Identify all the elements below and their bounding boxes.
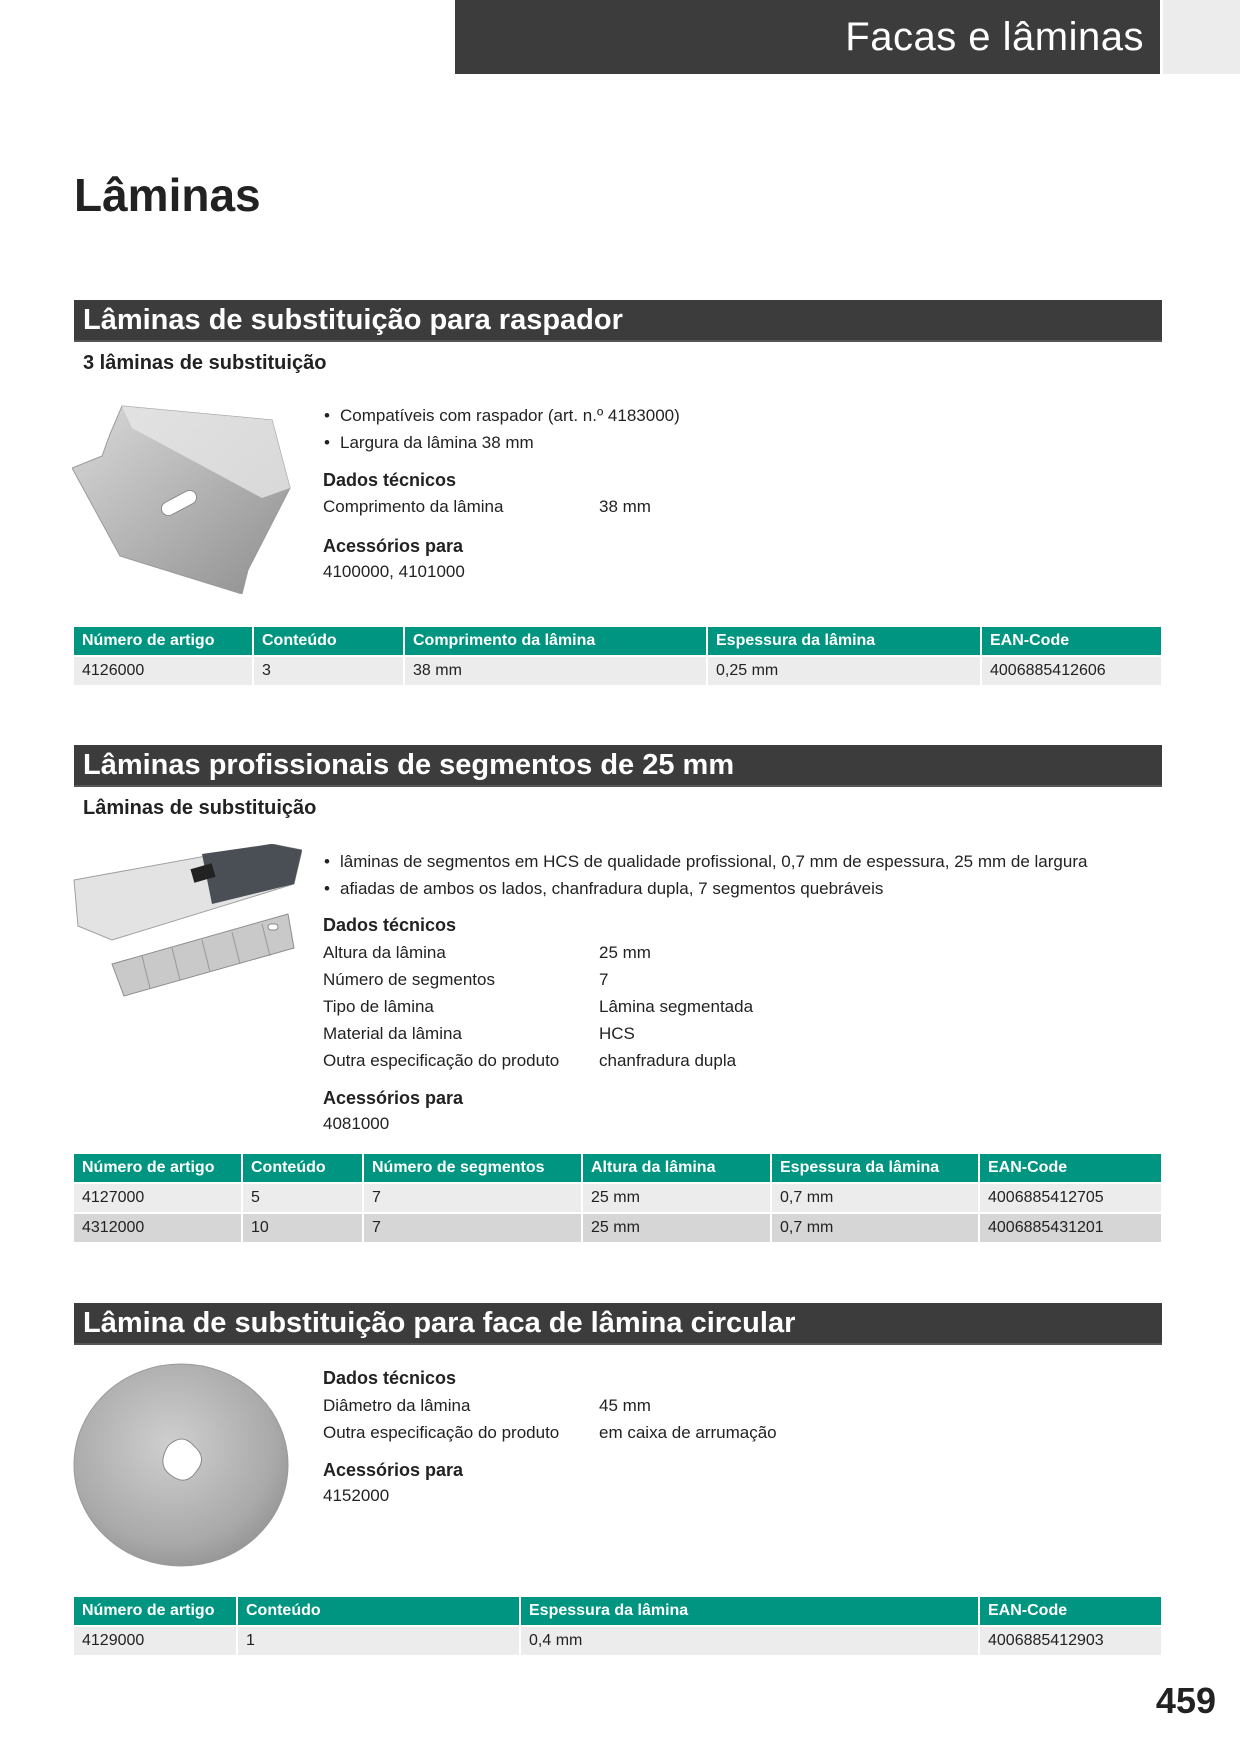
column-header: Espessura da lâmina [771,1154,979,1183]
column-header: Número de artigo [74,627,253,656]
spec-key: Material da lâmina [323,1024,462,1043]
feature-list [323,848,1087,902]
feature-item: • lâminas de segmentos em HCS de qualidade profissional, 0,7 mm de espessura, 25 mm de largura [323,848,1087,875]
spec-row [323,493,651,520]
spec-value: 25 mm [599,943,651,962]
table-row [74,656,1161,685]
column-header: Número de artigo [74,1154,242,1183]
table-cell: 38 mm [404,656,707,685]
spec-row [323,1020,635,1047]
column-header: Altura da lâmina [582,1154,771,1183]
table-cell: 4127000 [74,1183,242,1213]
tech-data-label: Dados técnicos [323,1368,457,1388]
circular-blade-image [72,1362,290,1568]
table-cell: 4006885412903 [979,1626,1161,1655]
table-cell: 5 [242,1183,363,1213]
column-header: EAN-Code [979,1597,1161,1626]
table-cell: 4006885412606 [981,656,1161,685]
table-cell: 0,7 mm [771,1213,979,1242]
section-title-circular-blade: Lâmina de substituição para faca de lâmina circular [74,1303,1162,1345]
accessories-value: 4152000 [323,1486,390,1505]
accessories-label: Acessórios para [323,536,464,556]
table-cell: 0,7 mm [771,1183,979,1213]
column-header: Comprimento da lâmina [404,627,707,656]
spec-value: em caixa de arrumação [599,1423,777,1442]
table-cell: 4312000 [74,1213,242,1242]
chapter-title: Facas e lâminas [845,14,1144,59]
product-table [74,1597,1161,1655]
product-table [74,627,1161,685]
accessories-value: 4081000 [323,1114,390,1133]
table-row [74,1626,1161,1655]
table-cell: 0,4 mm [520,1626,979,1655]
spec-value: 45 mm [599,1396,651,1415]
section-subtitle: Lâminas de substituição [83,797,317,819]
column-header: Espessura da lâmina [520,1597,979,1626]
spec-row [323,966,609,993]
spec-value: Lâmina segmentada [599,997,754,1016]
spec-key: Diâmetro da lâmina [323,1396,471,1415]
feature-item: • afiadas de ambos os lados, chanfradura dupla, 7 segmentos quebráveis [323,875,1087,902]
column-header: Número de artigo [74,1597,237,1626]
table-row [74,1213,1161,1242]
table-cell: 4129000 [74,1626,237,1655]
table-cell: 4006885431201 [979,1213,1161,1242]
column-header: EAN-Code [979,1154,1161,1183]
table-cell: 25 mm [582,1213,771,1242]
section-subtitle: 3 lâminas de substituição [83,352,327,374]
page-title: Lâminas [74,169,261,221]
spec-row [323,1419,777,1446]
tech-data-label: Dados técnicos [323,915,457,935]
table-cell: 3 [253,656,404,685]
spec-key: Altura da lâmina [323,943,446,962]
feature-list [323,402,680,456]
section-title-snap-off-blades: Lâminas profissionais de segmentos de 25 mm [74,745,1162,787]
spec-key: Comprimento da lâmina [323,497,504,516]
table-cell: 4006885412705 [979,1183,1161,1213]
accessories-label: Acessórios para [323,1088,464,1108]
column-header: Conteúdo [242,1154,363,1183]
table-cell: 4126000 [74,656,253,685]
table-cell: 1 [237,1626,520,1655]
column-header: Conteúdo [237,1597,520,1626]
spec-key: Tipo de lâmina [323,997,434,1016]
table-cell: 10 [242,1213,363,1242]
product-table [74,1154,1161,1242]
accessories-label: Acessórios para [323,1460,464,1480]
snap-off-blades-image [72,844,302,1002]
spec-row [323,939,651,966]
chapter-tab [1163,0,1240,74]
spec-value: 7 [599,970,609,989]
spec-value: chanfradura dupla [599,1051,737,1070]
spec-key: Outra especificação do produto [323,1423,560,1442]
spec-value: HCS [599,1024,635,1043]
feature-item: • Compatíveis com raspador (art. n.º 4183000) [323,402,680,429]
spec-key: Número de segmentos [323,970,495,989]
spec-key: Outra especificação do produto [323,1051,560,1070]
column-header: EAN-Code [981,627,1161,656]
tech-data-label: Dados técnicos [323,470,457,490]
table-row [74,1183,1161,1213]
table-cell: 7 [363,1183,582,1213]
column-header: Conteúdo [253,627,404,656]
column-header: Espessura da lâmina [707,627,981,656]
accessories-value: 4100000, 4101000 [323,562,465,581]
table-cell: 25 mm [582,1183,771,1213]
table-cell: 7 [363,1213,582,1242]
spec-row [323,1392,651,1419]
page-number: 459 [1155,1680,1216,1721]
spec-row [323,1047,737,1074]
section-title-scraper-blades: Lâminas de substituição para raspador [74,300,1162,342]
feature-item: • Largura da lâmina 38 mm [323,429,680,456]
spec-value: 38 mm [599,497,651,516]
column-header: Número de segmentos [363,1154,582,1183]
chapter-header [455,0,1160,74]
table-cell: 0,25 mm [707,656,981,685]
spec-row [323,993,754,1020]
scraper-blade-image [72,398,294,594]
